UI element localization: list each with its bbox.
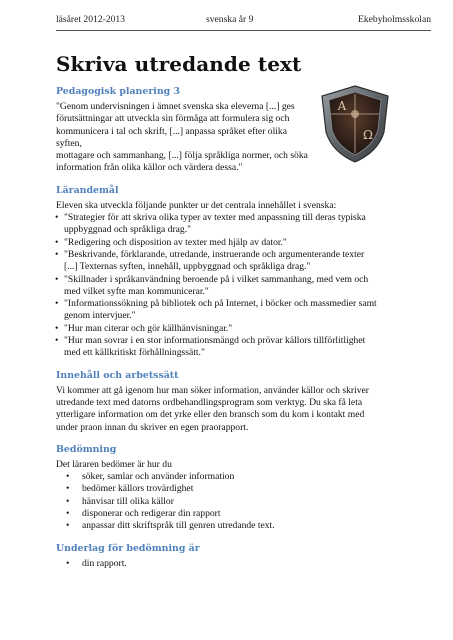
list-item: • "Strategier för att skriva olika typer av texter med anpassning till deras typiska uppbyggnad och språkliga drag.": [55, 212, 366, 236]
bedomning-list: [56, 471, 411, 532]
bullet-icon: •: [55, 273, 59, 285]
list-item: • din rapport.: [66, 557, 127, 569]
planering-quote: "Genom undervisningen i ämnet svenska ska eleverna [...] ges förutsättningar att utveckla sin förmåga att formulera sig och kommunicera i tal och skrift, [...] anpassa språket efter olika syften, mottagare och sammanhang, [...] följa språkliga normer, och söka information från olika källor och värdera dessa.": [56, 101, 308, 174]
bullet-icon: •: [66, 557, 70, 569]
section-heading-planering: Pedagogisk planering 3: [56, 86, 180, 97]
list-item: • "Hur man sovrar i en stor informationsmängd och prövar källors tillförlitlighet med ett källkritiskt förhållningssätt.": [55, 335, 366, 359]
bullet-icon: •: [55, 212, 59, 224]
svg-text:Ω: Ω: [363, 128, 373, 142]
underlag-list: [56, 558, 411, 570]
bullet-icon: •: [66, 471, 70, 483]
bullet-icon: •: [66, 495, 70, 507]
bullet-icon: •: [55, 236, 59, 248]
list-item: • "Beskrivande, förklarande, utredande, instruerande och argumenterande texter [...] Texternas syften, innehåll, uppbyggnad och språkliga drag.": [55, 248, 365, 273]
page-header: [56, 14, 431, 30]
svg-text:A: A: [337, 99, 347, 113]
page-title: Skriva utredande text: [56, 52, 302, 76]
header-school-name: Ekebyholmsskolan: [357, 14, 431, 25]
header-divider: [56, 30, 431, 31]
section-heading-larandemal: Lärandemål: [56, 184, 119, 196]
bullet-icon: •: [66, 508, 70, 520]
bullet-icon: •: [55, 298, 59, 310]
section-heading-underlag: Underlag för bedömning är: [56, 542, 200, 554]
larandemal-intro: Eleven ska utveckla följande punkter ur det centrala innehållet i svenska:: [56, 199, 337, 211]
header-subject: svenska år 9: [206, 14, 254, 25]
bullet-icon: •: [55, 248, 59, 260]
bullet-icon: •: [66, 483, 70, 495]
list-item: • anpassar ditt skriftspråk till genren utredande text.: [66, 520, 275, 532]
section-heading-innehall: Innehåll och arbetssätt: [56, 369, 179, 381]
list-item: • "Hur man citerar och gör källhänvisningar.": [55, 322, 233, 334]
list-item: • "Skillnader i språkanvändning beroende på i vilket sammanhang, med vem och med vilket syfte man kommunicerar.": [55, 273, 369, 297]
list-item: • hänvisar till olika källor: [66, 495, 174, 507]
list-item: • "Informationssökning på bibliotek och på Internet, i böcker och massmedier samt genom intervjuer.": [55, 298, 377, 322]
section-heading-bedomning: Bedömning: [56, 443, 117, 455]
larandemal-list: [56, 212, 411, 360]
list-item: • bedömer källors trovärdighet: [66, 483, 194, 495]
list-item: • "Redigering och disposition av texter med hjälp av dator.": [55, 236, 287, 248]
bullet-icon: •: [66, 520, 70, 532]
list-item: • söker, samlar och använder information: [66, 471, 235, 483]
bullet-icon: •: [55, 335, 59, 347]
header-school-year: läsåret 2012-2013: [56, 14, 126, 25]
innehall-text: Vi kommer att gå igenom hur man söker information, använder källor och skriver utredande text med datorns ordbehandlingsprogram som verktyg. Du ska få leta ytterligare information om det yrke eller den bransch som du kom i kontakt med under praon innan du skriver en egen praorapport.: [56, 384, 369, 433]
document-body: [56, 86, 411, 570]
list-item: • disponerar och redigerar din rapport: [66, 508, 221, 520]
bullet-icon: •: [55, 322, 59, 334]
bedomning-intro: Det läraren bedömer är hur du: [56, 458, 172, 470]
